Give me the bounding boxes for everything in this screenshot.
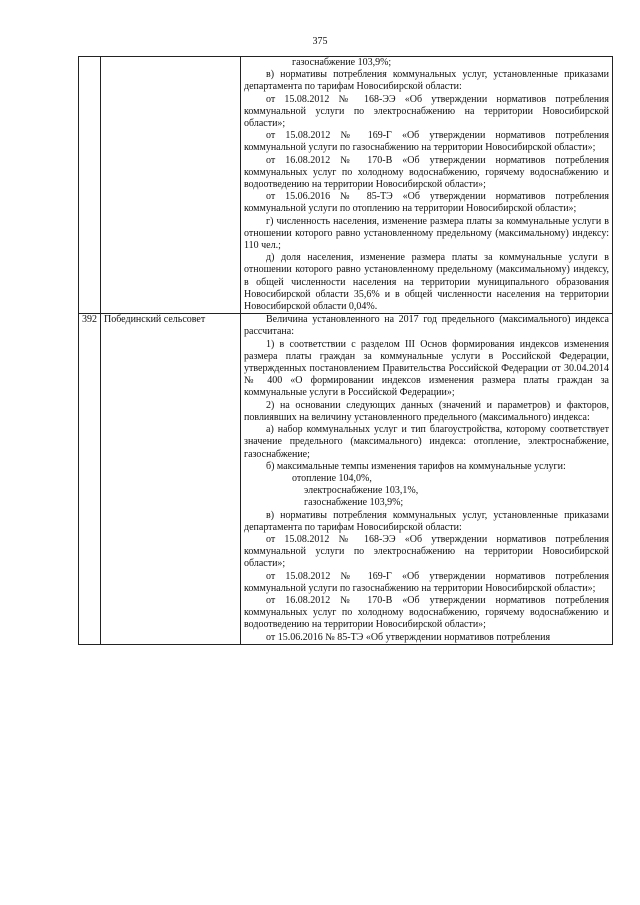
paragraph: а) набор коммунальных услуг и тип благоустройства, которому соответствует значение предельного (максимального) индекса: отопление, электроснабжение, газоснабжение; <box>244 424 609 460</box>
paragraph: газоснабжение 103,9%; <box>304 497 404 509</box>
paragraph: газоснабжение 103,9%; <box>292 57 392 68</box>
paragraph: от 16.08.2012 № 170-В «Об утверждении нормативов потребления коммунальных услуг по холодному водоснабжению, горячему водоснабжению и водоотведению на территории Новосибирской области»; <box>244 594 609 631</box>
table-row <box>79 57 613 314</box>
municipality-name-cell <box>101 57 241 314</box>
description-cell <box>241 57 613 314</box>
row-number-cell <box>79 57 101 314</box>
paragraph: в) нормативы потребления коммунальных услуг, установленные приказами департамента по тарифам Новосибирской области: <box>244 509 609 533</box>
tariff-index-table <box>78 56 613 645</box>
paragraph: д) доля населения, изменение размера платы за коммунальные услуги в отношении которого равно установленному предельному (максимальному) индексу, в общей численности населения на территории муниципального образования Новосибирской области 35,6% и в общей численности населения на территории Новосибирской области 0,04%. <box>244 252 609 313</box>
paragraph: от 15.08.2012 № 168-ЭЭ «Об утверждении нормативов потребления коммунальной услуги по электроснабжению на территории Новосибирской области»; <box>244 533 609 570</box>
paragraph: 2) на основании следующих данных (значений и параметров) и факторов, повлиявших на величину установленного предельного (максимального) индекса: <box>244 399 609 423</box>
paragraph: г) численность населения, изменение размера платы за коммунальные услуги в отношении которого равно установленному предельному (максимальному) индексу: 110 чел.; <box>244 215 609 252</box>
row-number-cell: 392 <box>79 314 101 644</box>
table-row <box>79 314 613 644</box>
paragraph: электроснабжение 103,1%, <box>304 485 419 497</box>
paragraph: 1) в соответствии с разделом III Основ формирования индексов изменения размера платы граждан за коммунальные услуги в Российской Федерации, утвержденных постановлением Правительства Российской Федерации от 30.04.2014 № 400 «О формировании индексов изменения размера платы граждан за коммунальные услуги в Российской Федерации»; <box>244 338 609 399</box>
paragraph: Величина установленного на 2017 год предельного (максимального) индекса рассчитана: <box>244 314 609 338</box>
paragraph: от 15.06.2016 № 85-ТЭ «Об утверждении нормативов потребления коммунальной услуги по отоплению на территории Новосибирской области»; <box>244 191 609 215</box>
paragraph: б) максимальные темпы изменения тарифов на коммунальные услуги: <box>266 460 566 472</box>
paragraph: от 15.08.2012 № 169-Г «Об утверждении нормативов потребления коммунальной услуги по газоснабжению на территории Новосибирской области»; <box>244 130 609 154</box>
paragraph: от 15.08.2012 № 169-Г «Об утверждении нормативов потребления коммунальной услуги по газоснабжению на территории Новосибирской области»; <box>244 570 609 594</box>
paragraph: от 16.08.2012 № 170-В «Об утверждении нормативов потребления коммунальных услуг по холодному водоснабжению, горячему водоснабжению и водоотведению на территории Новосибирской области»; <box>244 154 609 191</box>
municipality-name-cell: Побединский сельсовет <box>101 314 241 644</box>
paragraph: от 15.08.2012 № 168-ЭЭ «Об утверждении нормативов потребления коммунальной услуги по электроснабжению на территории Новосибирской области»; <box>244 93 609 130</box>
description-cell <box>241 314 613 644</box>
paragraph: отопление 104,0%, <box>292 472 372 484</box>
paragraph: от 15.06.2016 № 85-ТЭ «Об утверждении нормативов потребления <box>266 631 551 643</box>
paragraph: в) нормативы потребления коммунальных услуг, установленные приказами департамента по тарифам Новосибирской области: <box>244 69 609 93</box>
page-number: 375 <box>312 36 328 47</box>
